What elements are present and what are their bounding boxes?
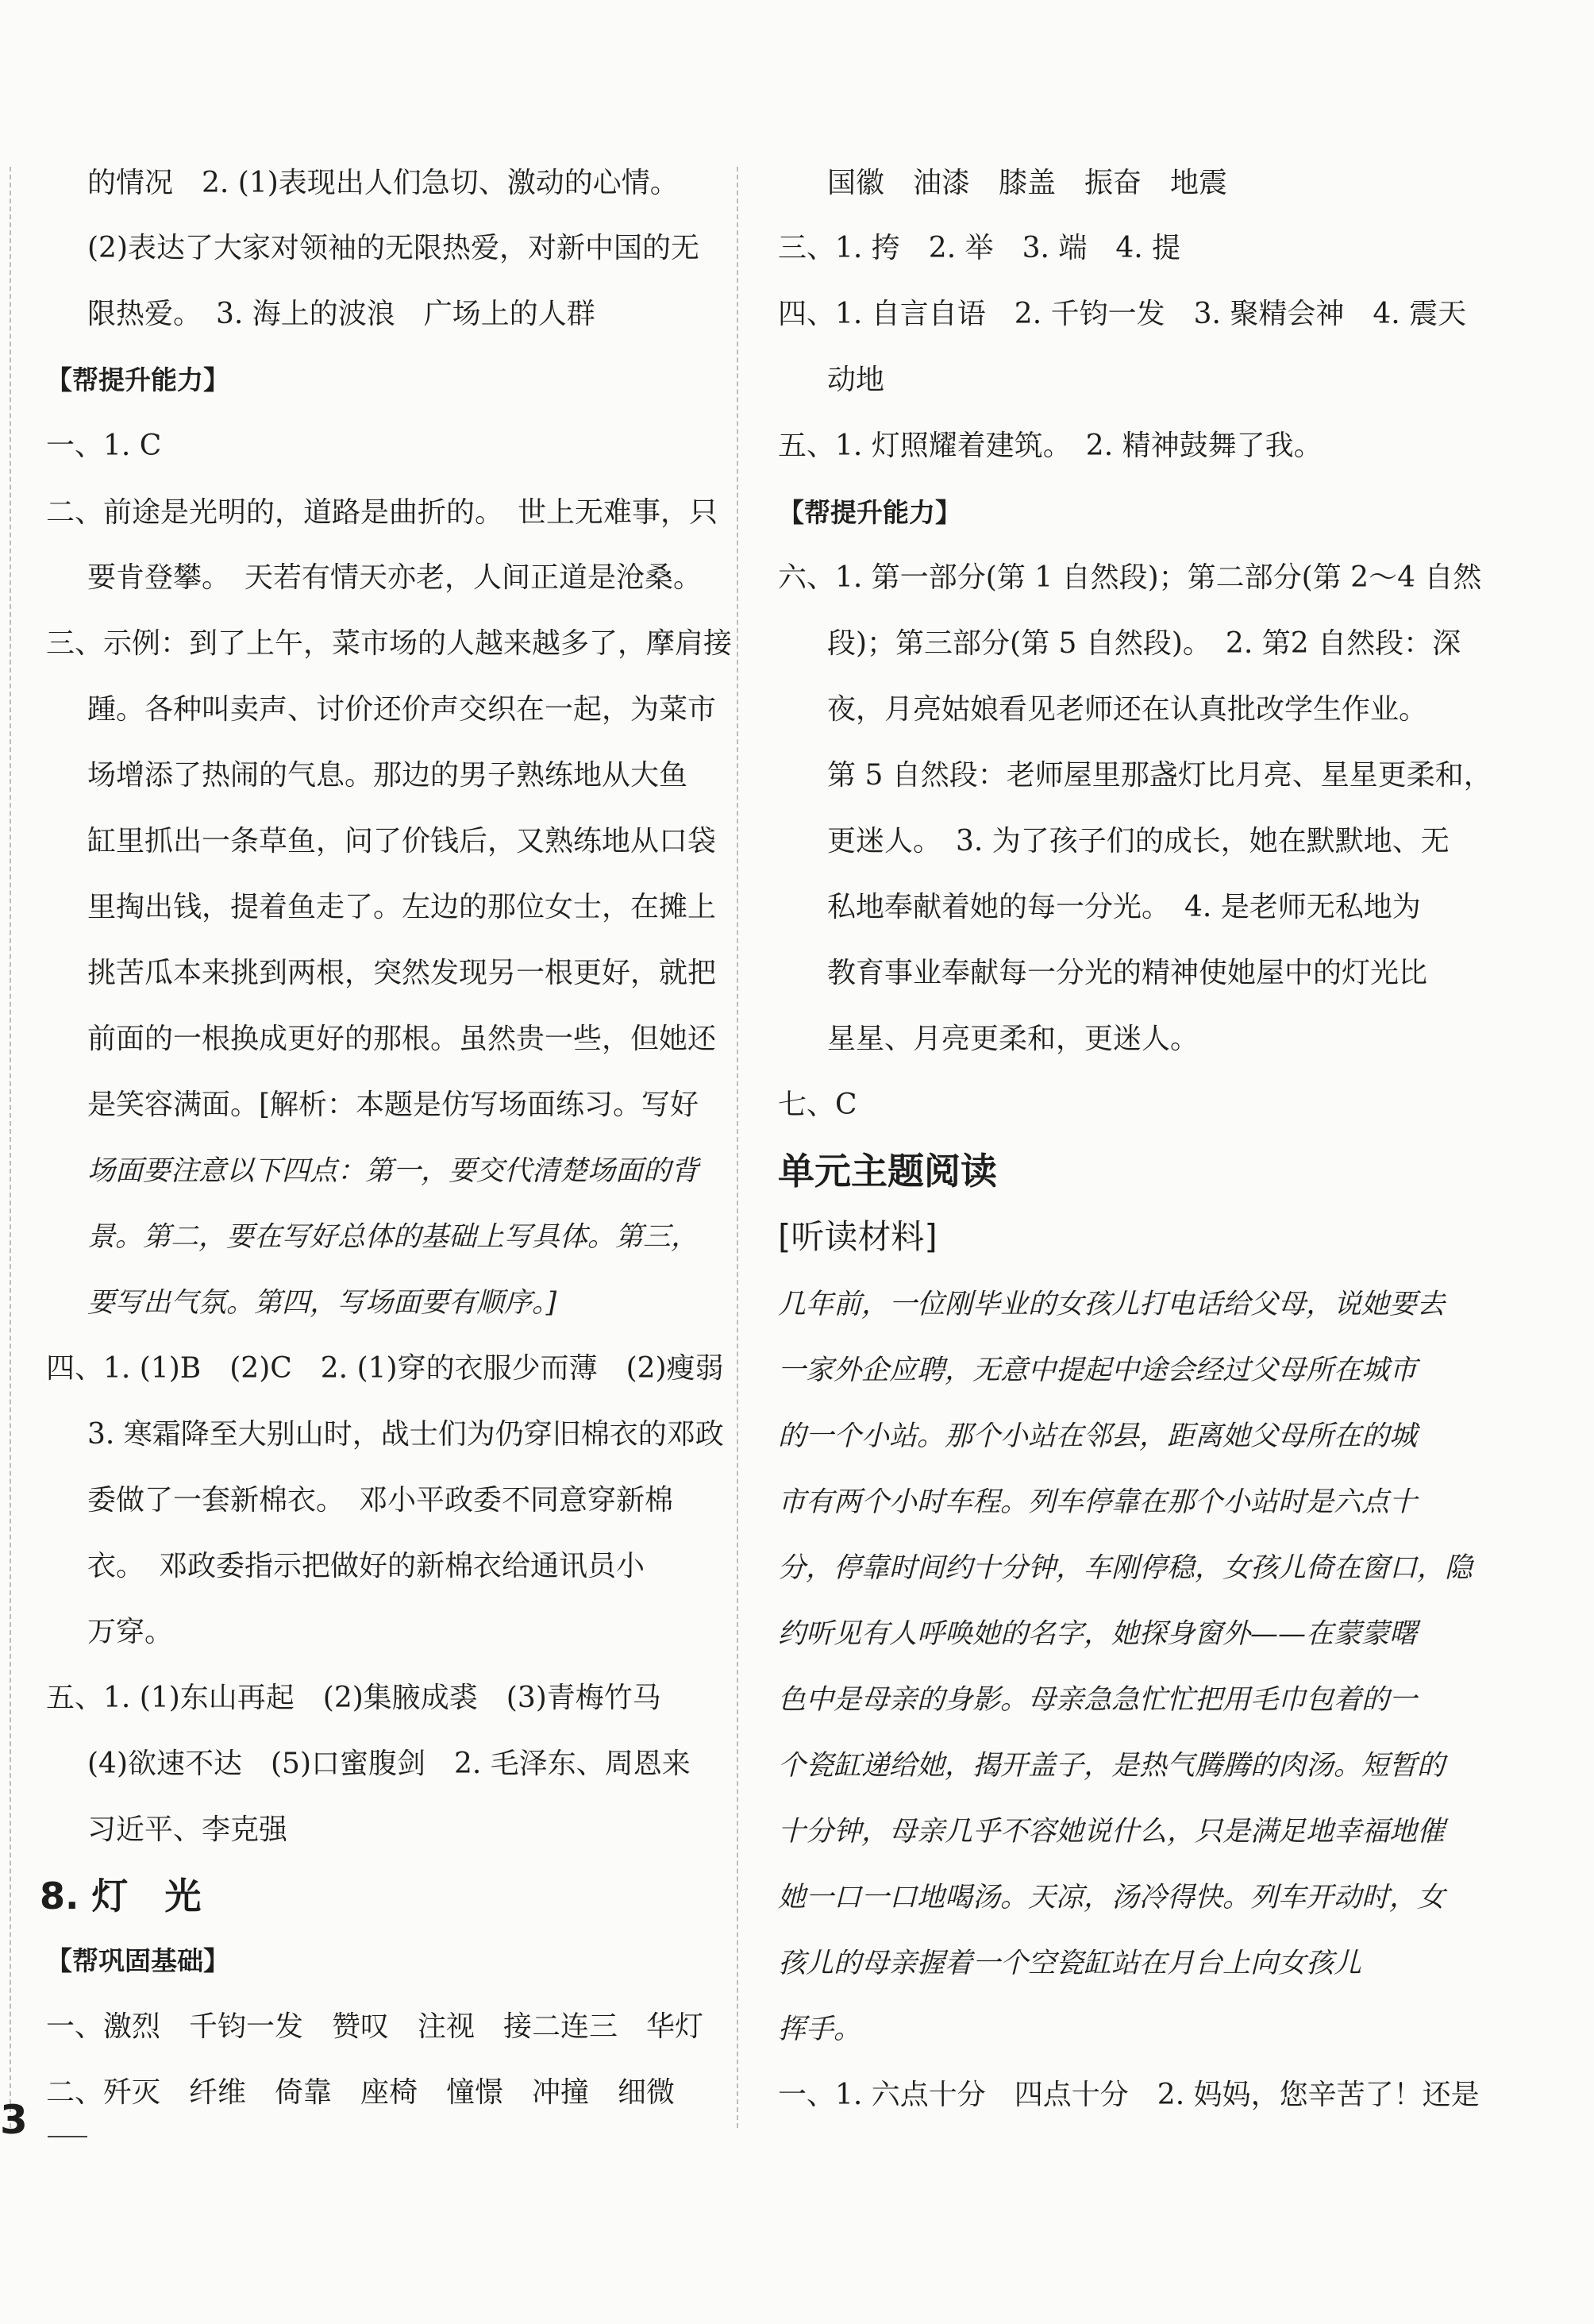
unit-reading-title: 单元主题阅读 (778, 1150, 997, 1193)
answer-line: 国徽 油漆 膝盖 振奋 地震 (827, 167, 1228, 199)
answer-line: 七、C (778, 1089, 857, 1121)
answer-line: 二、歼灭 纤维 倚靠 座椅 憧憬 冲撞 细微 (46, 2076, 676, 2109)
answer-line: 限热爱。 3. 海上的波浪 广场上的人群 (87, 298, 595, 330)
passage-line: 她一口一口地喝汤。天凉，汤冷得快。列车开动时，女 (778, 1882, 1446, 1914)
answer-line: 要肯登攀。 天若有情天亦老，人间正道是沧桑。 (87, 561, 703, 594)
answer-line: 四、1. 自言自语 2. 千钧一发 3. 聚精会神 4. 震天 (778, 298, 1467, 330)
answer-line: 二、前途是光明的，道路是曲折的。 世上无难事，只 (46, 496, 718, 529)
answer-line: 六、1. 第一部分(第 1 自然段)；第二部分(第 2～4 自然 (778, 561, 1482, 594)
answer-line: 五、1. (1)东山再起 (2)集腋成裘 (3)青梅竹马 (46, 1682, 661, 1714)
page-number-rule (48, 2136, 87, 2137)
explanation-line: 景。第二，要在写好总体的基础上写具体。第三， (87, 1221, 699, 1253)
answer-line: 前面的一根换成更好的那根。虽然贵一些，但她还 (87, 1023, 717, 1055)
answer-line: 衣。 邓政委指示把做好的新棉衣给通讯员小 (87, 1550, 645, 1582)
passage-line: 个瓷缸递给她，揭开盖子，是热气腾腾的肉汤。短暂的 (778, 1750, 1446, 1782)
answer-line: 里掏出钱，提着鱼走了。左边的那位女士，在摊上 (87, 891, 717, 923)
answer-line: 三、1. 挎 2. 举 3. 端 4. 提 (778, 232, 1181, 264)
section-tag: 【帮提升能力】 (46, 364, 229, 395)
answer-line: 三、示例：到了上午，菜市场的人越来越多了，摩肩接 (46, 627, 733, 660)
answer-line: 一、激烈 千钧一发 赞叹 注视 接二连三 华灯 (46, 2010, 704, 2043)
answer-line: 习近平、李克强 (87, 1813, 288, 1846)
passage-line: 的一个小站。那个小站在邻县，距离她父母所在的城 (778, 1420, 1418, 1452)
passage-line: 挥手。 (778, 2014, 862, 2045)
answer-line: 夜，月亮姑娘看见老师还在认真批改学生作业。 (827, 693, 1428, 726)
answer-line: 踵。各种叫卖声、讨价还价声交织在一起，为菜市 (87, 693, 717, 726)
answer-line: 缸里抓出一条草鱼，问了价钱后，又熟练地从口袋 (87, 825, 717, 858)
section-tag: 【帮巩固基础】 (46, 1945, 229, 1976)
passage-line: 孩儿的母亲握着一个空瓷缸站在月台上向女孩儿 (778, 1948, 1362, 1979)
column-divider-center (737, 167, 738, 2128)
answer-line: 动地 (827, 364, 885, 396)
passage-line: 市有两个小时车程。列车停靠在那个小站时是六点十 (778, 1486, 1418, 1518)
passage-line: 十分钟，母亲几乎不容她说什么，只是满足地幸福地催 (778, 1816, 1446, 1848)
answer-line: 教育事业奉献每一分光的精神使她屋中的灯光比 (827, 957, 1428, 989)
answer-line: 场增添了热闹的气息。那边的男子熟练地从大鱼 (87, 759, 688, 792)
explanation-line: 要写出气氛。第四，写场面要有顺序。] (87, 1287, 557, 1319)
answer-line: 第 5 自然段：老师屋里那盏灯比月亮、星星更柔和， (827, 759, 1492, 792)
passage-line: 分，停靠时间约十分钟，车刚停稳，女孩儿倚在窗口，隐 (778, 1552, 1473, 1584)
answer-line: 星星、月亮更柔和，更迷人。 (827, 1023, 1199, 1055)
passage-line: 一家外企应聘，无意中提起中途会经过父母所在城市 (778, 1355, 1418, 1386)
answer-line: (4)欲速不达 (5)口蜜腹剑 2. 毛泽东、周恩来 (87, 1748, 691, 1780)
answer-line: 的情况 2. (1)表现出人们急切、激动的心情。 (87, 167, 679, 199)
page-number: 3 (0, 2097, 28, 2143)
answer-line: 万穿。 (87, 1616, 174, 1648)
answer-line: 四、1. (1)B (2)C 2. (1)穿的衣服少而薄 (2)瘦弱 (46, 1352, 724, 1385)
answer-line: 是笑容满面。[解析：本题是仿写场面练习。写好 (87, 1089, 699, 1121)
passage-line: 色中是母亲的身影。母亲急急忙忙把用毛巾包着的一 (778, 1684, 1418, 1716)
answer-line: 五、1. 灯照耀着建筑。 2. 精神鼓舞了我。 (778, 430, 1323, 462)
answer-line: (2)表达了大家对领袖的无限热爱，对新中国的无 (87, 232, 699, 264)
section-tag: 【帮提升能力】 (778, 497, 961, 528)
passage-line: 约听见有人呼唤她的名字，她探身窗外——在蒙蒙曙 (778, 1618, 1418, 1650)
answer-line: 一、1. 六点十分 四点十分 2. 妈妈，您辛苦了！还是 (778, 2079, 1480, 2111)
answer-line: 3. 寒霜降至大别山时，战士们为仍穿旧棉衣的邓政 (87, 1418, 724, 1451)
answer-line: 段)；第三部分(第 5 自然段)。 2. 第2 自然段：深 (827, 627, 1461, 660)
lesson-title: 8. 灯 光 (40, 1875, 202, 1917)
answer-line: 一、1. C (46, 430, 162, 462)
passage-line: 几年前，一位刚毕业的女孩儿打电话给父母，说她要去 (778, 1289, 1446, 1320)
listening-material-label: [听读材料] (778, 1217, 938, 1256)
answer-line: 私地奉献着她的每一分光。 4. 是老师无私地为 (827, 891, 1421, 923)
column-divider-left (10, 167, 11, 2128)
answer-line: 委做了一套新棉衣。 邓小平政委不同意穿新棉 (87, 1484, 674, 1517)
answer-line: 挑苦瓜本来挑到两根，突然发现另一根更好，就把 (87, 957, 717, 989)
explanation-line: 场面要注意以下四点：第一，要交代清楚场面的背 (87, 1155, 699, 1187)
answer-line: 更迷人。 3. 为了孩子们的成长，她在默默地、无 (827, 825, 1450, 858)
